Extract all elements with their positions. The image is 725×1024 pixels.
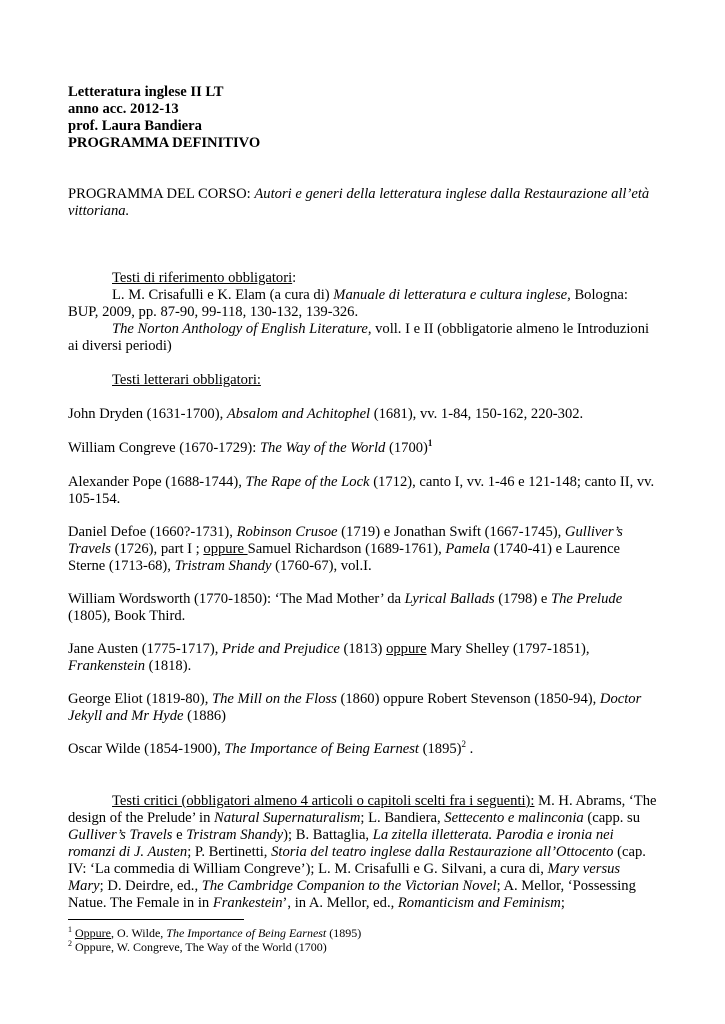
wordsworth-title-2: The Prelude bbox=[550, 591, 623, 607]
defoe-author: Daniel Defoe (1660?-1731), bbox=[68, 524, 237, 540]
critical-text: ’, in A. Mellor, ed., bbox=[282, 895, 398, 911]
critical-title: Settecento e malinconia bbox=[444, 810, 584, 826]
shelley-title: Frankenstein bbox=[68, 658, 146, 674]
ref1-post: Bologna: BUP, 2009, pp. 87-90, 99-118, 130-132, 139-326. bbox=[68, 287, 628, 320]
wordsworth-details: (1805), Book Third. bbox=[68, 608, 186, 624]
austen-author: Jane Austen (1775-1717), bbox=[68, 641, 223, 657]
footnote-ref-2[interactable]: 2 bbox=[461, 739, 467, 750]
congreve-author: William Congreve (1670-1729): bbox=[68, 440, 260, 456]
footnote-2 bbox=[68, 940, 658, 954]
entry-defoe-swift bbox=[68, 524, 658, 575]
critical-title: Romanticism and Feminism bbox=[397, 895, 561, 911]
dryden-author: John Dryden (1631-1700), bbox=[68, 406, 227, 422]
critical-text: M. H. Abrams, ‘The design of the Prelude’ in bbox=[68, 793, 657, 826]
entry-austen-shelley bbox=[68, 641, 658, 675]
critical-text: ; bbox=[560, 895, 565, 911]
footnote-1 bbox=[68, 926, 658, 940]
richardson-author: Samuel Richardson (1689-1761), bbox=[247, 541, 446, 557]
wilde-author: Oscar Wilde (1854-1900), bbox=[68, 741, 225, 757]
footnote-1-number: 1 bbox=[68, 925, 72, 934]
critical-title: Tristram Shandy bbox=[186, 827, 284, 843]
course-title: Letteratura inglese II LT bbox=[68, 84, 224, 100]
entry-wordsworth bbox=[68, 591, 658, 625]
critical-text: ; D. Deirdre, ed., bbox=[99, 878, 202, 894]
wordsworth-author: William Wordsworth (1770-1850): ‘The Mad Mother’ da bbox=[68, 591, 405, 607]
austen-title: Pride and Prejudice bbox=[222, 641, 340, 657]
oppure-underlined-1: oppure bbox=[203, 541, 248, 557]
dryden-title: Absalom and Achitophel bbox=[226, 406, 371, 422]
entry-wilde bbox=[68, 741, 658, 758]
reference-item-manuale bbox=[68, 287, 658, 321]
wilde-title: The Importance of Being Earnest bbox=[224, 741, 419, 757]
critical-text: (cap. IV: ‘La commedia di William Congreve’); L. M. Crisafulli e G. Silvani, a cura di, bbox=[68, 844, 646, 877]
oppure-underlined-2: oppure bbox=[386, 641, 427, 657]
wilde-details: (1895) bbox=[418, 741, 462, 757]
shelley-author: Mary Shelley (1797-1851), bbox=[426, 641, 590, 657]
critical-title: Gulliver’s Travels bbox=[68, 827, 173, 843]
eliot-author: George Eliot (1819-80), bbox=[68, 691, 213, 707]
footnote-1-title: The Importance of Being Earnest bbox=[166, 926, 327, 940]
sterne-details: (1760-67), vol.I. bbox=[271, 558, 372, 574]
reference-texts-section bbox=[68, 270, 658, 355]
entry-eliot-stevenson bbox=[68, 691, 658, 725]
professor-name: prof. Laura Bandiera bbox=[68, 118, 202, 134]
dryden-details: (1681), vv. 1-84, 150-162, 220-302. bbox=[370, 406, 584, 422]
critical-text: ; L. Bandiera, bbox=[360, 810, 445, 826]
footnote-ref-1[interactable]: 1 bbox=[427, 438, 433, 449]
footnote-1-year: (1895) bbox=[326, 926, 362, 940]
defoe-title: Robinson Crusoe bbox=[236, 524, 338, 540]
congreve-details: (1700) bbox=[385, 440, 428, 456]
footnote-separator bbox=[68, 919, 244, 920]
reference-item-norton bbox=[68, 321, 658, 355]
footnote-1-author: , O. Wilde, bbox=[111, 926, 167, 940]
critical-text: ); B. Battaglia, bbox=[283, 827, 373, 843]
reference-heading-colon: : bbox=[292, 270, 297, 286]
pope-author: Alexander Pope (1688-1744) bbox=[68, 474, 239, 490]
stevenson-details: (1886) bbox=[183, 708, 227, 724]
wordsworth-mid: (1798) e bbox=[494, 591, 551, 607]
critical-title: Mary versus Mary bbox=[68, 861, 621, 894]
stevenson-author: (1860) oppure Robert Stevenson (1850-94), bbox=[336, 691, 600, 707]
swift-title: Gulliver’s Travels bbox=[68, 524, 623, 557]
wilde-end: . bbox=[466, 741, 474, 757]
stevenson-title: Doctor Jekyll and Mr Hyde bbox=[68, 691, 642, 724]
footnote-2-number: 2 bbox=[68, 939, 72, 948]
entry-pope bbox=[68, 474, 658, 508]
program-course-title: Autori e generi della letteratura inglese dalla Restaurazione all’età vittoriana. bbox=[68, 186, 650, 219]
critical-text: ; A. Mellor, ‘Possessing Natue. The Female in in bbox=[68, 878, 636, 911]
footnote-2-text: Oppure, W. Congreve, The Way of the World (1700) bbox=[72, 940, 327, 954]
critical-text: e bbox=[172, 827, 187, 843]
entry-dryden bbox=[68, 406, 658, 423]
eliot-title: The Mill on the Floss bbox=[212, 691, 337, 707]
critical-text: ; P. Bertinetti, bbox=[187, 844, 272, 860]
richardson-title: Pamela bbox=[445, 541, 490, 557]
pope-details: (1712), canto I, vv. 1-46 e 121-148; canto II, vv. 105-154. bbox=[68, 474, 655, 507]
wordsworth-title-1: Lyrical Ballads bbox=[404, 591, 495, 607]
critical-title: Frankestein bbox=[212, 895, 283, 911]
shelley-details: (1818). bbox=[145, 658, 192, 674]
reference-heading-text: Testi di riferimento obbligatori bbox=[112, 270, 293, 286]
footnote-1-oppure: Oppure bbox=[75, 926, 111, 940]
swift-author: (1719) e Jonathan Swift (1667-1745), bbox=[337, 524, 565, 540]
academic-year: anno acc. 2012-13 bbox=[68, 101, 179, 117]
course-header bbox=[68, 84, 658, 152]
reference-texts-heading bbox=[68, 270, 658, 287]
ref1-pre: L. M. Crisafulli e K. Elam (a cura di) bbox=[112, 287, 334, 303]
critical-texts-heading: Testi critici (obbligatori almeno 4 articoli o capitoli scelti fra i seguenti): bbox=[112, 793, 535, 809]
austen-details: (1813) bbox=[339, 641, 387, 657]
literary-texts-heading bbox=[68, 372, 702, 389]
congreve-title: The Way of the World bbox=[259, 440, 386, 456]
course-program bbox=[68, 186, 658, 220]
critical-title: The Cambridge Companion to the Victorian Novel bbox=[201, 878, 497, 894]
program-label: PROGRAMMA DEFINITIVO bbox=[68, 135, 261, 151]
swift-details: (1726), part I ; bbox=[110, 541, 204, 557]
critical-texts-section bbox=[68, 793, 658, 912]
critical-title: La zitella illetterata. Parodia e ironia nei romanzi di J. Austen bbox=[68, 827, 614, 860]
sterne-author: (1740-41) e Laurence Sterne (1713-68), bbox=[68, 541, 621, 574]
literary-heading-text: Testi letterari obbligatori: bbox=[112, 372, 261, 388]
program-course-label: PROGRAMMA DEL CORSO: bbox=[68, 186, 251, 202]
ref2-title: The Norton Anthology of English Literature bbox=[112, 321, 368, 337]
critical-text: (capp. su bbox=[583, 810, 641, 826]
ref1-title: Manuale di letteratura e cultura inglese, bbox=[333, 287, 571, 303]
critical-title: Natural Supernaturalism bbox=[214, 810, 361, 826]
pope-title: , The Rape of the Lock bbox=[238, 474, 370, 490]
sterne-title: Tristram Shandy bbox=[174, 558, 272, 574]
entry-congreve bbox=[68, 440, 658, 457]
critical-title: Storia del teatro inglese dalla Restaurazione all’Ottocento bbox=[271, 844, 614, 860]
ref2-post: , voll. I e II (obbligatorie almeno le Introduzioni ai diversi periodi) bbox=[68, 321, 650, 354]
